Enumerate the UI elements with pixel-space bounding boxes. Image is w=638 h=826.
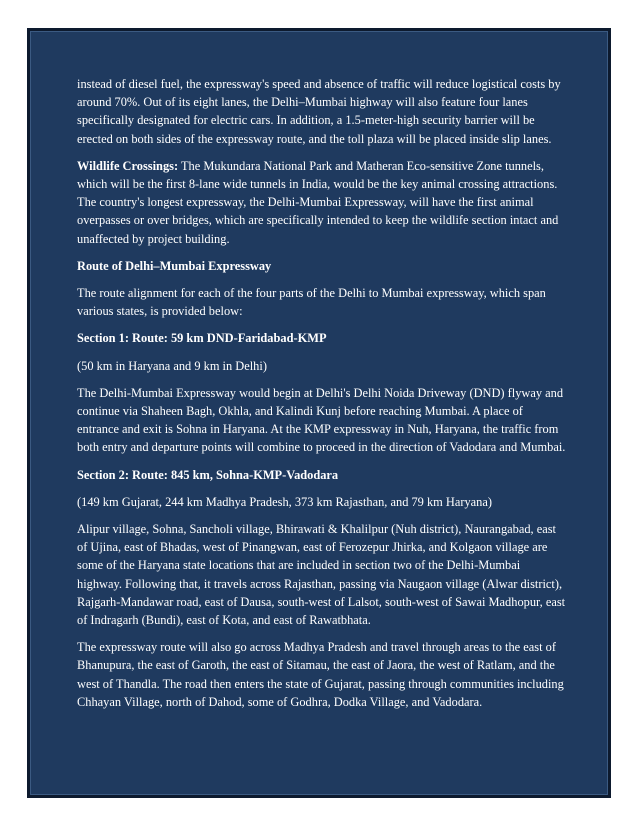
wildlife-label: Wildlife Crossings: [77, 158, 179, 173]
paragraph-intro: instead of diesel fuel, the expressway's speed and absence of traffic will reduce logistical costs by around 70%. Out of its eight lanes, the Delhi–Mumbai highway will also feature four lanes specifically designated for electric cars. In addition, a 1.5-meter-high security barrier will be erected on both sides of the expressway route, and the toll plaza will be placed inside slip lanes. [77, 77, 561, 146]
document-page [27, 28, 611, 798]
paragraph-wildlife [77, 157, 567, 248]
document-body [77, 75, 567, 720]
section2-mp-gujarat-text: The expressway route will also go across Madhya Pradesh and travel through areas to the east of Bhanupura, the east of Garoth, the east of Sitamau, the east of Jaora, the west of Ratlam, and the west of Thandla. The road then enters the state of Gujarat, passing through communities including Chhayan Village, north of Dahod, some of Godhra, Dodka Village, and Vadodara. [77, 640, 564, 709]
wildlife-text: The Mukundara National Park and Matheran Eco-sensitive Zone tunnels, which will be the first 8-lane wide tunnels in India, would be the key animal crossing attractions. The country's longest expressway, the Delhi-Mumbai Expressway, will have the first animal overpasses or over bridges, which are specifically intended to keep the wildlife section intact and unaffected by project building. [77, 158, 559, 246]
section1-heading: Section 1: Route: 59 km DND-Faridabad-KMP [77, 331, 327, 346]
route-heading: Route of Delhi–Mumbai Expressway [77, 258, 272, 273]
section2-heading: Section 2: Route: 845 km, Sohna-KMP-Vadodara [77, 467, 339, 482]
route-intro: The route alignment for each of the four parts of the Delhi to Mumbai expressway, which span various states, is provided below: [77, 286, 546, 319]
section2-text: Alipur village, Sohna, Sancholi village, Bhirawati & Khalilpur (Nuh district), Naurangabad, east of Ujina, east of Bhadas, west of Pinangwan, east of Ferozepur Jhirka, and Kolgaon village are some of the Haryana state locations that are included in section two of the Delhi-Mumbai highway. Following that, it travels across Rajasthan, passing via Naugaon village (Alwar district), Rajgarh-Mandawar road, east of Dausa, south-west of Lalsot, south-west of Sawai Madhopur, east of Indragarh (Bundi), east of Kota, and east of Rawatbhata. [77, 522, 566, 628]
section2-split: (149 km Gujarat, 244 km Madhya Pradesh, 373 km Rajasthan, and 79 km Haryana) [77, 494, 492, 509]
section1-split: (50 km in Haryana and 9 km in Delhi) [77, 358, 267, 373]
section1-text: The Delhi-Mumbai Expressway would begin at Delhi's Delhi Noida Driveway (DND) flyway and continue via Shaheen Bagh, Okhla, and Kalindi Kunj before reaching Mumbai. A place of entrance and exit is Sohna in Haryana. At the KMP expressway in Nuh, Haryana, the traffic from both entry and departure points will combine to proceed in the direction of Vadodara and Mumbai. [77, 385, 566, 455]
